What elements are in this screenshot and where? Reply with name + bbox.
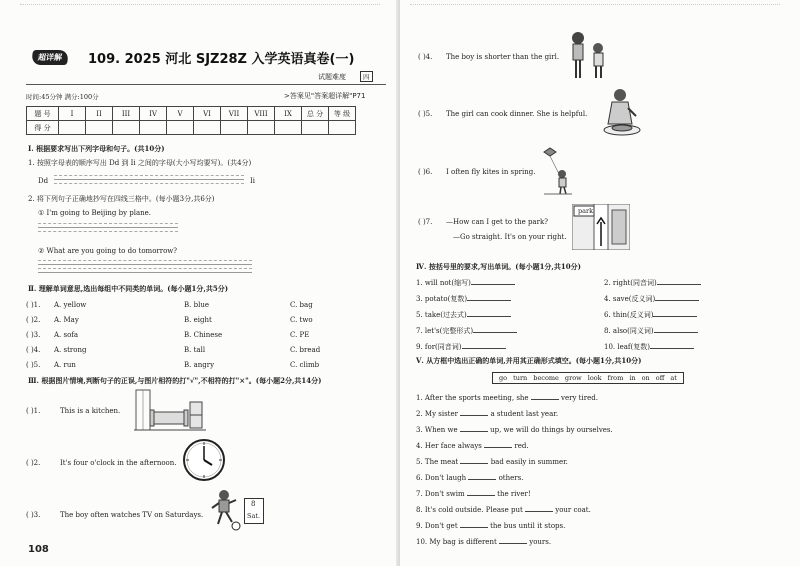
section1-title: Ⅰ. 根据要求写出下列字母和句子。(共10分)	[28, 144, 165, 153]
score-input-cell[interactable]	[59, 121, 86, 135]
answer-blank[interactable]	[467, 310, 511, 317]
s2-item-number: ( )2.	[26, 316, 41, 324]
section2-title: Ⅱ. 理解单词意思,选出每组中不同类的单词。(每小题1分,共5分)	[28, 284, 229, 293]
q1-end-letter: Ii	[250, 177, 256, 185]
s5-item: 10. My bag is different yours.	[416, 538, 552, 546]
calendar-weekday: Sat.	[247, 512, 261, 520]
s3-sentence-answer: —Go straight. It's on your right.	[453, 233, 567, 241]
answer-blank[interactable]	[460, 521, 488, 528]
s3-item-number: ( )6.	[418, 168, 433, 176]
arrow-icon: >	[284, 92, 290, 100]
score-input-cell[interactable]	[275, 121, 302, 135]
answer-blank[interactable]	[460, 457, 488, 464]
top-border	[410, 4, 780, 6]
s4-item: 4. save(反义词)	[604, 294, 699, 304]
score-input-cell[interactable]	[113, 121, 140, 135]
score-input-cell[interactable]	[86, 121, 113, 135]
section3-title: Ⅲ. 根据图片情境,判断句子的正误,与图片相符的打"√",不相符的打"×"。(每小题2分,共14分)	[28, 376, 322, 385]
score-input-cell[interactable]	[329, 121, 356, 135]
s2-option-c: C. two	[290, 316, 313, 324]
right-page	[400, 0, 800, 566]
table-cell: VIII	[248, 107, 275, 121]
score-input-cell[interactable]	[248, 121, 275, 135]
difficulty-mark: 四	[360, 71, 373, 82]
boy-and-girl-height-picture	[566, 30, 612, 82]
table-cell: V	[167, 107, 194, 121]
clock-picture	[182, 438, 226, 482]
answer-blank[interactable]	[657, 278, 701, 285]
s2-option-c: C. climb	[290, 361, 320, 369]
living-room-picture	[134, 388, 206, 436]
s2-option-c: C. bread	[290, 346, 321, 354]
s2-option-b: B. Chinese	[184, 331, 223, 339]
s2-option-a: A. run	[54, 361, 76, 369]
table-cell: II	[86, 107, 113, 121]
score-table-score-row	[27, 121, 356, 135]
table-cell: IV	[140, 107, 167, 121]
answer-blank[interactable]	[462, 342, 506, 349]
s2-option-c: C. PE	[290, 331, 310, 339]
score-table	[26, 106, 356, 135]
answer-blank[interactable]	[471, 278, 515, 285]
answer-blank[interactable]	[473, 326, 517, 333]
header-badge: 超详解	[31, 50, 69, 65]
section5-title: Ⅴ. 从方框中选出正确的单词,并用其正确形式填空。(每小题1分,共10分)	[416, 356, 642, 365]
answer-blank[interactable]	[655, 294, 699, 301]
s3-sentence: The boy is shorter than the girl.	[446, 53, 560, 61]
park-sign-label: park	[578, 207, 594, 215]
answer-blank[interactable]	[460, 425, 488, 432]
score-input-cell[interactable]	[140, 121, 167, 135]
q2-writing-lines-2[interactable]	[38, 257, 252, 273]
s2-item-number: ( )4.	[26, 346, 41, 354]
table-cell: 得 分	[27, 121, 59, 135]
top-border	[20, 4, 380, 6]
s2-item-number: ( )3.	[26, 331, 41, 339]
answer-blank[interactable]	[467, 294, 511, 301]
s2-item-number: ( )1.	[26, 301, 41, 309]
s3-item-number: ( )7.	[418, 218, 433, 226]
table-cell: 总 分	[302, 107, 329, 121]
s5-item: 8. It's cold outside. Please put your coat.	[416, 506, 591, 514]
page-number: 108	[28, 544, 49, 555]
s5-item: 7. Don't swim the river!	[416, 490, 531, 498]
section4-title: Ⅳ. 按括号里的要求,写出单词。(每小题1分,共10分)	[416, 262, 581, 271]
header-rule	[26, 84, 386, 85]
answer-blank[interactable]	[525, 505, 553, 512]
s4-item: 9. for(同音词)	[416, 342, 506, 352]
score-input-cell[interactable]	[167, 121, 194, 135]
table-cell: III	[113, 107, 140, 121]
s5-item: 2. My sister a student last year.	[416, 410, 559, 418]
table-cell: IX	[275, 107, 302, 121]
s4-item: 3. potato(复数)	[416, 294, 511, 304]
s3-item-number: ( )5.	[418, 110, 433, 118]
s3-sentence: The girl can cook dinner. She is helpful.	[446, 110, 588, 118]
score-table-header-row	[27, 107, 356, 121]
answer-reference: >答案见"答案超详解"P71	[284, 92, 366, 100]
s3-item-number: ( )2.	[26, 459, 41, 467]
section1-q1: 1. 按照字母表的顺序写出 Dd 到 Ii 之间的字母(大小写均要写)。(共4分)	[28, 159, 252, 167]
boy-playing-football-picture	[208, 488, 242, 532]
s2-option-a: A. sofa	[54, 331, 79, 339]
s3-sentence: —How can I get to the park?	[446, 218, 548, 226]
q2-writing-lines-1[interactable]	[38, 220, 178, 232]
q2-sentence-2: ② What are you going to do tomorrow?	[38, 247, 178, 255]
s4-item: 2. right(同音词)	[604, 278, 701, 288]
s5-item: 9. Don't get the bus until it stops.	[416, 522, 566, 530]
s5-item: 3. When we up, we will do things by ourselves.	[416, 426, 613, 434]
answer-blank[interactable]	[460, 409, 488, 416]
word-bank: go turn become grow look from in on off at	[492, 372, 684, 384]
difficulty-label: 试题难度	[318, 73, 346, 81]
q1-start-letter: Dd	[38, 177, 49, 185]
s2-option-a: A. May	[54, 316, 79, 324]
girl-cooking-picture	[598, 86, 644, 138]
s3-sentence: It's four o'clock in the afternoon.	[60, 459, 177, 467]
s5-item: 4. Her face always red.	[416, 442, 529, 450]
s5-item: 5. The meat bad easily in summer.	[416, 458, 568, 466]
s4-item: 1. will not(缩写)	[416, 278, 515, 288]
s2-option-b: B. eight	[184, 316, 212, 324]
answer-blank[interactable]	[468, 473, 496, 480]
q1-writing-lines[interactable]	[54, 172, 244, 184]
s2-option-b: B. angry	[184, 361, 215, 369]
page-title: 109. 2025 河北 SJZ28Z 入学英语真卷(一)	[88, 52, 355, 67]
s3-item-number: ( )4.	[418, 53, 433, 61]
s3-item-number: ( )3.	[26, 511, 41, 519]
s4-item: 6. thin(反义词)	[604, 310, 697, 320]
table-cell: VI	[194, 107, 221, 121]
girl-flying-kite-picture	[540, 146, 574, 196]
s3-sentence: I often fly kites in spring.	[446, 168, 536, 176]
answer-blank[interactable]	[650, 342, 694, 349]
score-input-cell[interactable]	[302, 121, 329, 135]
time-score: 时间:45分钟 满分:100分	[26, 93, 99, 101]
table-cell: VII	[221, 107, 248, 121]
s2-option-c: C. bag	[290, 301, 313, 309]
s4-item: 5. take(过去式)	[416, 310, 511, 320]
answer-blank[interactable]	[653, 310, 697, 317]
s3-sentence: The boy often watches TV on Saturdays.	[60, 511, 204, 519]
calendar-day: 8	[251, 500, 256, 508]
table-cell: I	[59, 107, 86, 121]
answer-blank[interactable]	[499, 537, 527, 544]
s3-item-number: ( )1.	[26, 407, 41, 415]
answer-blank[interactable]	[467, 489, 495, 496]
table-cell: 等 级	[329, 107, 356, 121]
answer-blank[interactable]	[484, 441, 512, 448]
s2-option-a: A. strong	[54, 346, 87, 354]
s2-option-b: B. blue	[184, 301, 209, 309]
table-cell: 题 号	[27, 107, 59, 121]
s5-item: 6. Don't laugh others.	[416, 474, 524, 482]
s2-item-number: ( )5.	[26, 361, 41, 369]
s3-sentence: This is a kitchen.	[60, 407, 121, 415]
s2-option-b: B. tall	[184, 346, 206, 354]
s4-item: 7. let's(完整形式)	[416, 326, 517, 336]
q2-sentence-1: ① I'm going to Beijing by plane.	[38, 209, 152, 217]
s2-option-a: A. yellow	[54, 301, 87, 309]
section1-q2: 2. 将下列句子正确地抄写在四线三格中。(每小题3分,共6分)	[28, 195, 215, 203]
s4-item: 10. leaf(复数)	[604, 342, 694, 352]
score-input-cell[interactable]	[221, 121, 248, 135]
answer-blank[interactable]	[654, 326, 698, 333]
s4-item: 8. also(同义词)	[604, 326, 698, 336]
s5-item: 1. After the sports meeting, she very tired.	[416, 394, 598, 402]
score-input-cell[interactable]	[194, 121, 221, 135]
answer-blank[interactable]	[531, 393, 559, 400]
